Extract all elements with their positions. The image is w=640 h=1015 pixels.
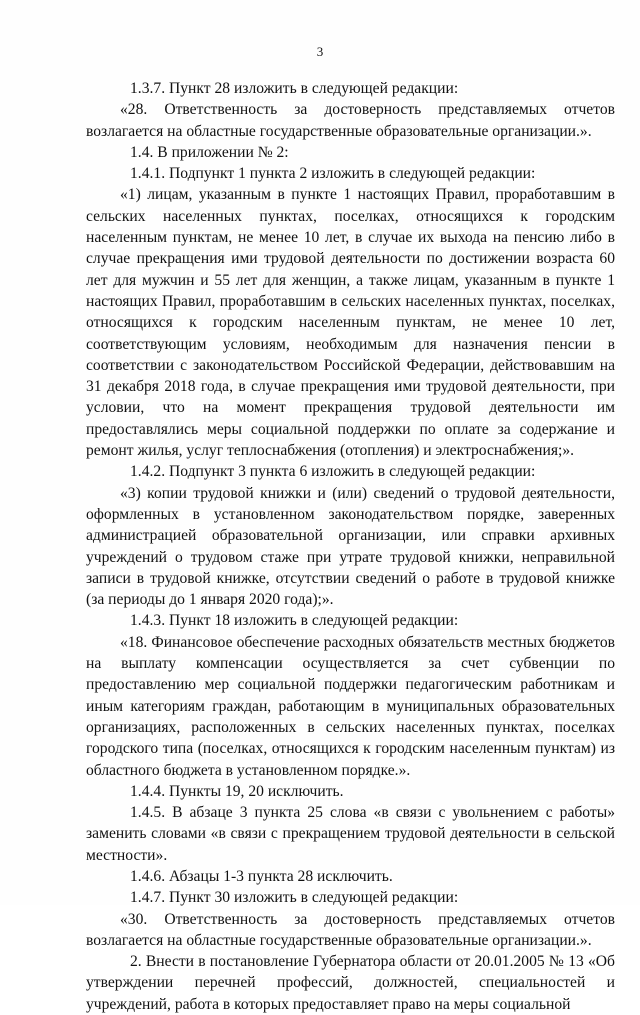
document-paragraph: «18. Финансовое обеспечение расходных обязательств местных бюджетов на выплату компенсации осуществляется за счет субвенции по предоставлению мер социальной поддержки педагогическим работникам и иным категориям граждан, работающим в муниципальных образовательных организациях, расположенных в сельских населенных пунктах, поселках городского типа (поселках, относящихся к городским населенным пунктам) из областного бюджета в установленном порядке.».: [86, 633, 615, 779]
document-paragraph: 1.4.2. Подпункт 3 пункта 6 изложить в следующей редакции:: [130, 463, 536, 481]
document-paragraph: «3) копии трудовой книжки и (или) сведений о трудовой деятельности, оформленных в установленном законодательством порядке, заверенных администрацией образовательной организации, или справки архивных учреждений о трудовом стаже при утрате трудовой книжки, неправильной записи в трудовой книжке, отсутствии сведений о работе в трудовой книжке (за периоды до 1 января 2020 года);».: [86, 484, 615, 609]
document-paragraph: 1.3.7. Пункт 28 изложить в следующей редакции:: [130, 80, 459, 97]
document-paragraph: 1.4. В приложении № 2:: [130, 143, 289, 161]
document-paragraph: 1.4.7. Пункт 30 изложить в следующей редакции:: [130, 889, 459, 907]
document-body: [86, 78, 615, 1015]
document-paragraph: «28. Ответственность за достоверность представляемых отчетов возлагается на областные государственные образовательные организации.».: [86, 101, 615, 140]
document-paragraph: «1) лицам, указанным в пункте 1 настоящих Правил, проработавшим в сельских населенных пунктах, поселках, относящихся к городским населенным пунктам, не менее 10 лет, в случае их выхода на пенсию либо в случае прекращения ими трудовой деятельности по достижении возраста 60 лет для мужчин и 55 лет для женщин, а также лицам, указанным в пункте 1 настоящих Правил, проработавшим в сельских населенных пунктах, поселках, относящихся к городским населенным пунктам, не менее 10 лет, соответствующим условиям, необходимым для назначения пенсии в соответствии с законодательством Российской Федерации, действовавшим на 31 декабря 2018 года, в случае прекращения ими трудовой деятельности, при условии, что на момент прекращения трудовой деятельности им предоставлялись меры социальной поддержки по оплате за содержание и ремонт жилья, услуг теплоснабжения (отопления) и электроснабжения;».: [86, 186, 615, 460]
document-paragraph: 1.4.4. Пункты 19, 20 исключить.: [130, 782, 344, 800]
page-number: 3: [316, 44, 324, 59]
document-paragraph: 1.4.3. Пункт 18 изложить в следующей редакции:: [130, 612, 459, 630]
document-paragraph: 2. Внести в постановление Губернатора области от 20.01.2005 № 13 «Об утверждении перечней профессий, должностей, специальностей и учреждений, работа в которых предоставляет право на меры социальной: [86, 953, 615, 1013]
document-paragraph: 1.4.1. Подпункт 1 пункта 2 изложить в следующей редакции:: [130, 165, 536, 183]
document-paragraph: 1.4.5. В абзаце 3 пункта 25 слова «в связи с увольнением с работы» заменить словами «в связи с прекращением трудовой деятельности в сельской местности».: [86, 804, 615, 864]
document-paragraph: 1.4.6. Абзацы 1-3 пункта 28 исключить.: [130, 867, 393, 885]
document-paragraph: «30. Ответственность за достоверность представляемых отчетов возлагается на областные государственные образовательные организации.».: [86, 910, 615, 949]
